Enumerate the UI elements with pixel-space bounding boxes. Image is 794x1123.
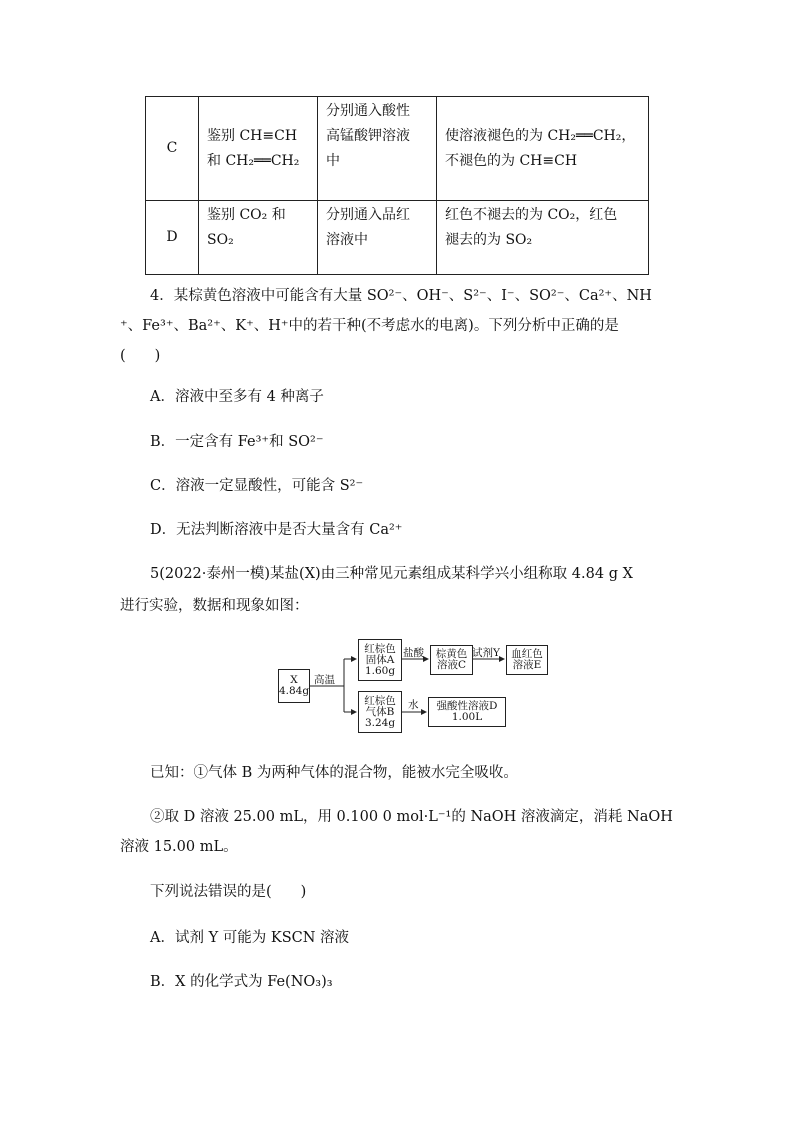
q5-question: 下列说法错误的是( )	[150, 884, 307, 900]
row-label: D	[146, 201, 199, 275]
solution-c-box: 棕黄色 溶液C	[430, 645, 473, 675]
acid-label: 盐酸	[403, 647, 424, 659]
solution-e-box: 血红色 溶液E	[506, 645, 548, 675]
q5-known-1: 已知：①气体 B 为两种气体的混合物，能被水完全吸收。	[150, 765, 518, 781]
purpose-cell: 鉴别 CO₂ 和 SO₂	[199, 201, 318, 275]
reagent-y-label: 试剂Y	[472, 647, 500, 659]
result-cell: 使溶液褪色的为 CH₂══CH₂， 不褪色的为 CH≡CH	[437, 97, 649, 201]
q5-stem-line1: 5(2022·泰州一模)某盐(X)由三种常见元素组成某科学兴小组称取 4.84 g X	[150, 566, 633, 582]
solution-d-box: 强酸性溶液D 1.00L	[428, 697, 506, 727]
table-row	[146, 201, 649, 275]
options-table	[145, 96, 649, 275]
q4-option-a: A．溶液中至多有 4 种离子	[150, 389, 324, 405]
q4-option-b: B．一定含有 Fe³⁺和 SO²⁻	[150, 434, 324, 450]
row-label: C	[146, 97, 199, 201]
q4-stem-line2: ⁺、Fe³⁺、Ba²⁺、K⁺、H⁺中的若干种(不考虑水的电离)。下列分析中正确的是	[120, 318, 619, 334]
method-cell: 分别通入酸性 高锰酸钾溶液 中	[318, 97, 437, 201]
salt-x-box: X 4.84g	[278, 669, 310, 703]
purpose-cell: 鉴别 CH≡CH 和 CH₂══CH₂	[199, 97, 318, 201]
q5-known-2-line2: 溶液 15.00 mL。	[120, 839, 238, 855]
heat-label: 高温	[314, 674, 335, 686]
gas-b-box: 红棕色 气体B 3.24g	[358, 691, 402, 733]
table-row	[146, 97, 649, 201]
experiment-flow-diagram	[276, 637, 558, 737]
solid-a-box: 红棕色 固体A 1.60g	[358, 639, 402, 681]
water-label: 水	[408, 699, 419, 711]
q4-stem-line1: 4．某棕黄色溶液中可能含有大量 SO²⁻、OH⁻、S²⁻、I⁻、SO²⁻、Ca²⁺、NH	[150, 288, 652, 304]
result-cell: 红色不褪去的为 CO₂，红色 褪去的为 SO₂	[437, 201, 649, 275]
q4-answer-blank: ( )	[120, 348, 161, 364]
q4-option-c: C．溶液一定显酸性，可能含 S²⁻	[150, 478, 364, 494]
q5-option-b: B．X 的化学式为 Fe(NO₃)₃	[150, 974, 333, 990]
method-cell: 分别通入品红 溶液中	[318, 201, 437, 275]
q5-option-a: A．试剂 Y 可能为 KSCN 溶液	[150, 930, 350, 946]
q5-known-2-line1: ②取 D 溶液 25.00 mL，用 0.100 0 mol·L⁻¹的 NaOH 溶液滴定，消耗 NaOH	[150, 809, 673, 825]
q5-stem-line2: 进行实验，数据和现象如图：	[120, 598, 309, 614]
q4-option-d: D．无法判断溶液中是否大量含有 Ca²⁺	[150, 522, 403, 538]
